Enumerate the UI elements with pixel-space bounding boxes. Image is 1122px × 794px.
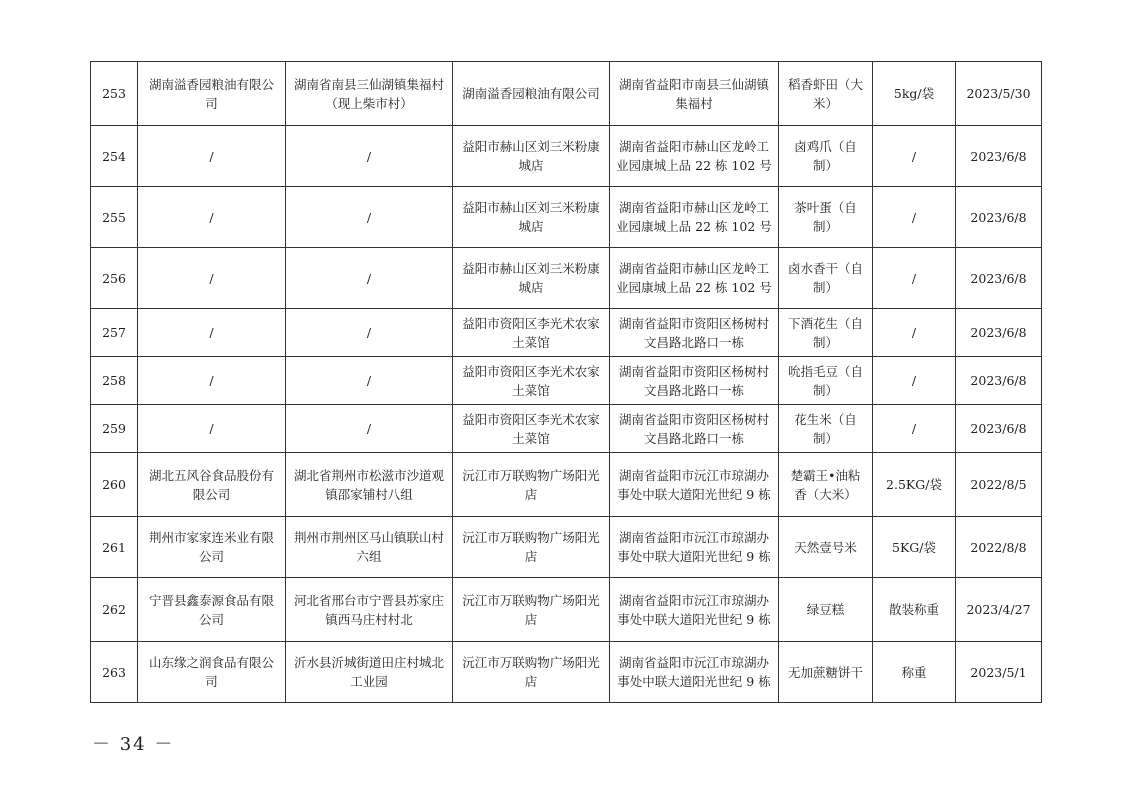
cell-producer-address: /	[286, 309, 453, 357]
cell-spec: 5KG/袋	[873, 517, 956, 578]
cell-product: 无加蔗糖饼干	[779, 642, 873, 703]
cell-producer: /	[138, 357, 286, 405]
cell-producer: 山东缘之润食品有限公司	[138, 642, 286, 703]
cell-product: 花生米（自制）	[779, 405, 873, 453]
cell-number: 258	[91, 357, 138, 405]
cell-product: 吮指毛豆（自制）	[779, 357, 873, 405]
cell-seller-address: 湖南省益阳市沅江市琼湖办事处中联大道阳光世纪 9 栋	[610, 453, 779, 517]
cell-seller: 沅江市万联购物广场阳光店	[453, 517, 610, 578]
cell-seller-address: 湖南省益阳市沅江市琼湖办事处中联大道阳光世纪 9 栋	[610, 517, 779, 578]
cell-seller-address: 湖南省益阳市资阳区杨树村文昌路北路口一栋	[610, 405, 779, 453]
cell-number: 256	[91, 248, 138, 309]
cell-seller: 沅江市万联购物广场阳光店	[453, 642, 610, 703]
cell-product: 绿豆糕	[779, 578, 873, 642]
cell-number: 259	[91, 405, 138, 453]
cell-seller: 益阳市赫山区刘三米粉康城店	[453, 126, 610, 187]
cell-producer: /	[138, 405, 286, 453]
cell-product: 卤鸡爪（自制）	[779, 126, 873, 187]
cell-producer-address: 湖北省荆州市松滋市沙道观镇邵家铺村八组	[286, 453, 453, 517]
cell-seller: 湖南溢香园粮油有限公司	[453, 62, 610, 126]
cell-producer-address: 河北省邢台市宁晋县苏家庄镇西马庄村村北	[286, 578, 453, 642]
cell-date: 2022/8/5	[956, 453, 1042, 517]
table-row	[91, 62, 1042, 126]
cell-date: 2023/5/1	[956, 642, 1042, 703]
cell-date: 2023/6/8	[956, 405, 1042, 453]
cell-seller-address: 湖南省益阳市沅江市琼湖办事处中联大道阳光世纪 9 栋	[610, 578, 779, 642]
cell-seller: 益阳市资阳区李光术农家土菜馆	[453, 405, 610, 453]
cell-date: 2023/5/30	[956, 62, 1042, 126]
cell-producer-address: /	[286, 405, 453, 453]
cell-producer: 宁晋县鑫泰源食品有限公司	[138, 578, 286, 642]
table-row	[91, 248, 1042, 309]
cell-producer-address: /	[286, 187, 453, 248]
cell-product: 稻香虾田（大米）	[779, 62, 873, 126]
cell-date: 2022/8/8	[956, 517, 1042, 578]
cell-producer: /	[138, 187, 286, 248]
cell-product: 天然壹号米	[779, 517, 873, 578]
cell-producer-address: /	[286, 126, 453, 187]
cell-number: 257	[91, 309, 138, 357]
cell-producer: /	[138, 248, 286, 309]
cell-number: 261	[91, 517, 138, 578]
cell-number: 262	[91, 578, 138, 642]
cell-date: 2023/4/27	[956, 578, 1042, 642]
cell-date: 2023/6/8	[956, 187, 1042, 248]
cell-number: 263	[91, 642, 138, 703]
cell-spec: 5kg/袋	[873, 62, 956, 126]
table-row	[91, 642, 1042, 703]
cell-seller: 沅江市万联购物广场阳光店	[453, 453, 610, 517]
cell-seller: 益阳市资阳区李光术农家土菜馆	[453, 357, 610, 405]
cell-seller: 益阳市赫山区刘三米粉康城店	[453, 187, 610, 248]
cell-number: 253	[91, 62, 138, 126]
cell-number: 255	[91, 187, 138, 248]
cell-seller-address: 湖南省益阳市赫山区龙岭工业园康城上品 22 栋 102 号	[610, 248, 779, 309]
cell-seller-address: 湖南省益阳市南县三仙湖镇集福村	[610, 62, 779, 126]
table-body	[91, 62, 1042, 703]
table-row	[91, 517, 1042, 578]
table-row	[91, 453, 1042, 517]
table-row	[91, 405, 1042, 453]
cell-date: 2023/6/8	[956, 126, 1042, 187]
table-row	[91, 309, 1042, 357]
cell-producer-address: /	[286, 357, 453, 405]
cell-spec: /	[873, 248, 956, 309]
cell-producer: /	[138, 309, 286, 357]
cell-spec: 2.5KG/袋	[873, 453, 956, 517]
cell-producer-address: 湖南省南县三仙湖镇集福村（现上柴市村）	[286, 62, 453, 126]
cell-product: 下酒花生（自制）	[779, 309, 873, 357]
cell-seller-address: 湖南省益阳市沅江市琼湖办事处中联大道阳光世纪 9 栋	[610, 642, 779, 703]
cell-seller: 益阳市资阳区李光术农家土菜馆	[453, 309, 610, 357]
cell-producer: /	[138, 126, 286, 187]
cell-spec: /	[873, 309, 956, 357]
cell-date: 2023/6/8	[956, 309, 1042, 357]
cell-spec: /	[873, 126, 956, 187]
cell-producer: 湖北五风谷食品股份有限公司	[138, 453, 286, 517]
inspection-table	[90, 61, 1042, 703]
cell-seller: 沅江市万联购物广场阳光店	[453, 578, 610, 642]
cell-spec: 称重	[873, 642, 956, 703]
cell-date: 2023/6/8	[956, 357, 1042, 405]
cell-product: 楚霸王•油粘香（大米）	[779, 453, 873, 517]
cell-spec: /	[873, 405, 956, 453]
cell-producer-address: /	[286, 248, 453, 309]
cell-seller-address: 湖南省益阳市资阳区杨树村文昌路北路口一栋	[610, 357, 779, 405]
cell-number: 254	[91, 126, 138, 187]
cell-seller-address: 湖南省益阳市资阳区杨树村文昌路北路口一栋	[610, 309, 779, 357]
cell-producer: 湖南溢香园粮油有限公司	[138, 62, 286, 126]
table-row	[91, 187, 1042, 248]
cell-seller: 益阳市赫山区刘三米粉康城店	[453, 248, 610, 309]
table-row	[91, 126, 1042, 187]
page-number: － 34 －	[92, 734, 175, 755]
cell-spec: /	[873, 357, 956, 405]
cell-seller-address: 湖南省益阳市赫山区龙岭工业园康城上品 22 栋 102 号	[610, 187, 779, 248]
cell-date: 2023/6/8	[956, 248, 1042, 309]
cell-producer: 荆州市家家连米业有限公司	[138, 517, 286, 578]
cell-producer-address: 荆州市荆州区马山镇联山村六组	[286, 517, 453, 578]
table-row	[91, 357, 1042, 405]
cell-seller-address: 湖南省益阳市赫山区龙岭工业园康城上品 22 栋 102 号	[610, 126, 779, 187]
cell-producer-address: 沂水县沂城街道田庄村城北工业园	[286, 642, 453, 703]
cell-product: 茶叶蛋（自制）	[779, 187, 873, 248]
cell-spec: /	[873, 187, 956, 248]
table-row	[91, 578, 1042, 642]
cell-number: 260	[91, 453, 138, 517]
cell-product: 卤水香干（自制）	[779, 248, 873, 309]
cell-spec: 散装称重	[873, 578, 956, 642]
